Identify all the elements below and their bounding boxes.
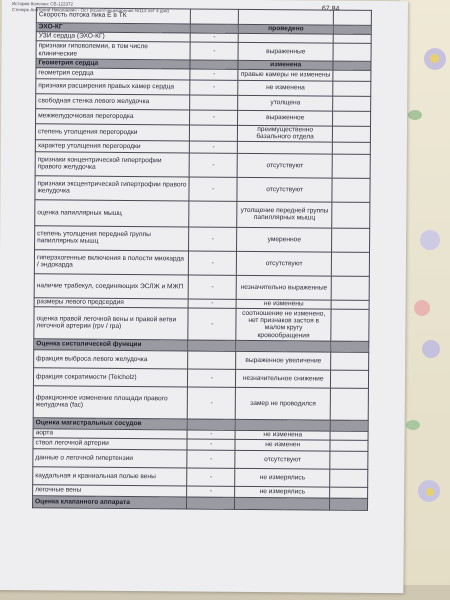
parameter-value: не изменена <box>238 80 333 96</box>
section-value <box>236 419 331 431</box>
parameter-name: гиперэхогенные включения в полости миокарда / эндокарда <box>34 250 188 275</box>
parameter-value: незначительное снижение <box>236 369 331 388</box>
section-title: ЭХО-КГ <box>36 23 190 33</box>
section-value: изменена <box>238 60 333 70</box>
cell-empty <box>333 25 371 34</box>
parameter-note <box>332 126 370 142</box>
parameter-note <box>332 142 370 154</box>
parameter-name: фракция выброса левого желудочка <box>34 350 188 369</box>
parameter-value: не изменена <box>235 430 330 440</box>
flower-center <box>430 54 439 63</box>
parameter-value: не изменены <box>237 299 332 309</box>
parameter-value: соотношение не изменено, нет признаков застоя в малом кругу кровообращения <box>236 308 331 341</box>
parameter-note <box>332 154 370 178</box>
parameter-name: свободная стенка левого желудочка <box>36 94 190 110</box>
parameter-name: данные о легочной гипертензии <box>33 449 187 468</box>
section-title: Оценка магистральных сосудов <box>33 418 187 430</box>
parameter-note <box>333 10 371 25</box>
parameter-note <box>333 81 371 96</box>
parameter-name: наличие трабекул, соединяющих ЭСЛЖ и МЖП <box>34 274 188 299</box>
section-value <box>235 497 330 510</box>
parameter-note <box>330 451 368 469</box>
parameter-norm: - <box>190 69 238 80</box>
cell-empty <box>331 341 369 352</box>
cell-empty <box>333 61 371 70</box>
parameter-value: отсутствуют <box>235 450 330 469</box>
parameter-name: межжелудочковая перегородка <box>36 109 190 125</box>
section-title: Оценка клапанного аппарата <box>32 496 186 509</box>
parameter-norm: - <box>190 33 238 42</box>
table-row <box>35 200 370 229</box>
parameter-name: размеры левого предсердия <box>34 298 188 308</box>
table-row <box>35 226 370 253</box>
parameter-norm: - <box>187 468 235 486</box>
parameter-value: незначительно выраженные <box>237 275 332 300</box>
leaf-decoration <box>406 420 420 430</box>
parameter-name: геометрия сердца <box>36 68 190 80</box>
parameter-name: признаки эксцентрической гипертрофии правого желудочка <box>35 176 189 201</box>
parameter-name: фракция сократимости (Teicholz) <box>33 368 187 387</box>
parameter-name: оценка правой легочной вены и правой ветви легочной артерии (rpv / rpa) <box>34 307 188 340</box>
parameter-value: преимущественно базального отдела <box>238 125 333 142</box>
parameter-value: выраженное <box>238 110 333 126</box>
parameter-name: легочные вены <box>33 485 187 497</box>
parameter-note <box>330 388 368 420</box>
parameter-norm <box>188 351 236 369</box>
parameter-note <box>332 178 370 202</box>
parameter-value: выраженное увеличение <box>236 351 331 370</box>
section-value <box>236 340 331 352</box>
flower-center <box>426 488 434 496</box>
table-row <box>34 307 369 342</box>
cell-empty <box>187 419 235 430</box>
parameter-note <box>331 276 369 300</box>
parameter-norm: - <box>190 110 238 125</box>
parameter-norm <box>190 125 238 141</box>
parameter-note <box>331 352 369 370</box>
parameter-norm: - <box>188 299 236 308</box>
parameter-note <box>330 431 368 440</box>
floral-background <box>400 0 450 600</box>
parameter-value: не измерялись <box>235 486 330 498</box>
table-row <box>35 176 370 203</box>
table-row <box>34 274 369 301</box>
parameter-norm <box>190 9 238 24</box>
patient-line-2: Стенкре Анатолий Николаевич - Ост (Ксант/Пищеварение N/113 лет 4 дня) <box>11 6 169 13</box>
parameter-name: Скорость потока пика Е в ТК <box>36 8 190 24</box>
cell-empty <box>329 498 367 510</box>
section-value: проведено <box>239 24 334 34</box>
parameter-value: не измерялись <box>235 468 330 487</box>
parameter-note <box>333 43 371 61</box>
parameter-name: фракционное изменение площади правого желудочка (fac) <box>33 386 187 419</box>
parameter-note <box>330 487 368 498</box>
cell-empty <box>330 420 368 431</box>
parameter-norm: - <box>190 42 238 60</box>
parameter-norm: - <box>189 227 237 251</box>
cell-empty <box>188 340 236 351</box>
parameter-name: каудальная и краниальная полые вены <box>33 467 187 486</box>
flower-decoration <box>414 300 430 316</box>
parameter-norm <box>189 201 237 227</box>
parameter-norm: - <box>187 439 235 450</box>
parameter-norm: - <box>188 251 236 275</box>
parameter-norm <box>190 95 238 110</box>
parameter-name: аорта <box>33 429 187 439</box>
parameter-value: замер не проводился <box>236 387 331 420</box>
parameter-value: не изменен <box>235 439 330 451</box>
parameter-name: оценка папиллярных мышц <box>35 200 189 227</box>
parameter-note <box>333 34 371 43</box>
parameter-note <box>333 70 371 81</box>
flower-decoration <box>420 230 440 250</box>
parameter-norm: - <box>188 275 236 299</box>
parameter-value: отсутствуют <box>237 251 332 276</box>
parameter-note <box>330 370 368 388</box>
parameter-name: степень утолщения передней группы папиллярных мышц <box>35 226 189 251</box>
parameter-name: признаки гиповолемии, в том числе клинические <box>36 41 190 60</box>
parameter-value: умеренное <box>237 227 332 252</box>
parameter-value <box>238 141 333 154</box>
parameter-note <box>331 252 369 276</box>
parameter-norm: - <box>189 141 237 153</box>
cell-empty <box>190 24 238 33</box>
parameter-norm: - <box>188 308 237 340</box>
parameter-name: признаки концентрической гипертрофии правого желудочка <box>35 152 189 177</box>
parameter-name: ствол легочной артерии <box>33 438 187 450</box>
parameter-value: выраженные <box>238 42 333 61</box>
parameter-note <box>332 202 370 228</box>
parameter-note <box>333 96 371 111</box>
table-row <box>33 386 368 421</box>
patient-line-1: История болезни: СВ-122372 <box>11 1 74 7</box>
parameter-note <box>332 111 370 126</box>
parameter-note <box>331 228 369 252</box>
parameter-name: УЗИ сердца (ЭХО-КГ) <box>36 32 190 42</box>
table-row <box>34 250 369 277</box>
parameter-value: правые камеры не изменены <box>238 69 333 81</box>
parameter-norm: - <box>187 387 236 419</box>
parameter-norm: - <box>190 80 238 95</box>
parameter-norm: - <box>187 486 235 497</box>
parameter-value: отсутствуют <box>237 177 332 202</box>
parameter-value: утолщена <box>238 95 333 111</box>
section-title: Геометрия сердца <box>36 59 190 69</box>
parameter-norm: - <box>188 369 236 387</box>
section-title: Оценка систолической функции <box>34 339 188 351</box>
parameter-value <box>239 9 334 25</box>
parameter-note <box>331 300 369 309</box>
parameter-norm: - <box>187 430 235 439</box>
cell-empty <box>190 60 238 69</box>
parameter-value: отсутствуют <box>238 153 333 178</box>
parameter-note <box>331 309 369 341</box>
flower-decoration <box>422 340 440 358</box>
parameter-norm: - <box>187 450 235 468</box>
cell-empty <box>187 497 235 509</box>
leaf-decoration <box>408 110 422 120</box>
parameter-name: характер утолщения перегородки <box>35 140 189 153</box>
parameter-note <box>330 469 368 487</box>
parameter-norm: - <box>189 177 237 201</box>
parameter-note <box>330 440 368 451</box>
parameter-value: утолщение передней группы папиллярных мышц <box>237 201 332 228</box>
header-value: 67,84 <box>321 5 340 13</box>
parameter-name: признаки расширения правых камер сердца <box>36 79 190 95</box>
section-row <box>32 496 367 511</box>
parameter-name: степень утолщения перегородки <box>35 124 189 141</box>
echo-report-table <box>32 7 372 510</box>
parameter-norm: - <box>189 153 237 177</box>
table-row <box>35 152 370 179</box>
